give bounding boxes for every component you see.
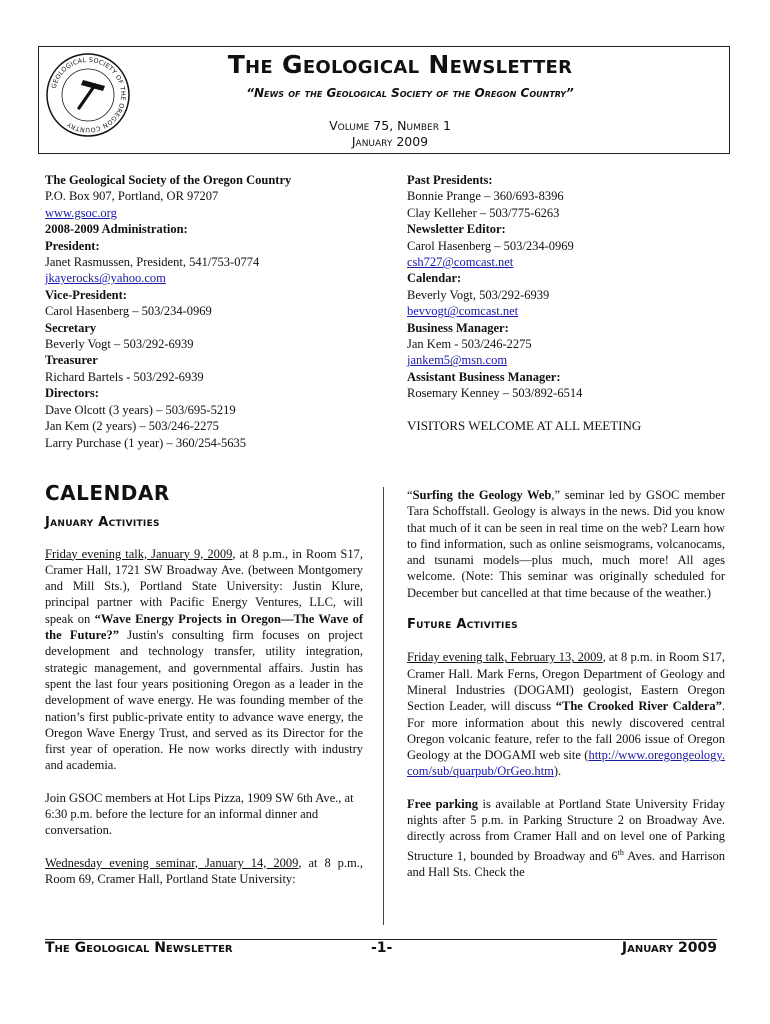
society-seal-logo: [45, 52, 131, 138]
newsletter-title: The Geological Newsletter: [227, 50, 573, 79]
past-president: Clay Kelleher – 503/775-6263: [407, 205, 560, 220]
director: Larry Purchase (1 year) – 360/254-5635: [45, 435, 246, 450]
footer-date: January 2009: [621, 940, 717, 956]
seminar-description: “Surfing the Geology Web,” seminar led by GSOC member Tara Schoffstall. Geology is always in the news. Did you know that much of it can be seen in real time on the web? Learn how to find information, such as online seismograms, volcanocams, and tsunami models—plus much, much more! All ages welcome. (Note: This seminar was originally scheduled for December but cancelled at that time because of the weather.): [407, 488, 726, 600]
society-website-link[interactable]: www.gsoc.org: [45, 205, 117, 220]
vp: Carol Hasenberg – 503/234-0969: [45, 304, 212, 319]
dinner-notice: Join GSOC members at Hot Lips Pizza, 1909 SW 6th Ave., at 6:30 p.m. before the lecture for an informal dinner and conversation.: [45, 790, 354, 838]
treasurer-label: Treasurer: [45, 353, 98, 368]
issue-info: [240, 118, 540, 150]
calendar-contact: Beverly Vogt, 503/292-6939: [407, 287, 550, 302]
secretary: Beverly Vogt – 503/292-6939: [45, 337, 194, 352]
calendar-email-link[interactable]: bevvogt@comcast.net: [407, 304, 519, 319]
editor: Carol Hasenberg – 503/234-0969: [407, 238, 574, 253]
contacts-info: [407, 172, 641, 434]
column-divider: [383, 487, 384, 925]
president-label: President:: [45, 238, 100, 253]
event-friday-talk: Friday evening talk, January 9, 2009, at 8 p.m., in Room S17, Cramer Hall, 1721 SW Broadway Ave. (between Montgomery and Mill Sts.), Portland State University: Justin Klure, principal partner with Pacific Energy Ventures, LLC, will speak on “Wave Energy Projects in Oregon—The Wave of the Future?” Justin's consulting firm focuses on project development and technology transfer, utility integration, strategic management, and governmental affairs. Justin has spent the last four years positioning Oregon as a leader in the development of wave energy. He was founding member of the nation’s first public-private entity to advance wave energy, the Oregon Wave Energy Trust, and served as its Director for the first year of operation. He now works directly with industry and academia.: [45, 546, 363, 773]
footer-title: The Geological Newsletter: [45, 940, 233, 956]
january-heading: January Activities: [45, 515, 160, 531]
seal-text: GEOLOGICAL SOCIETY OF THE OREGON COUNTRY: [50, 56, 127, 134]
secretary-label: Secretary: [45, 320, 97, 335]
assistant-manager: Rosemary Kenney – 503/892-6514: [407, 386, 583, 401]
calendar-label: Calendar:: [407, 271, 462, 286]
society-address: P.O. Box 907, Portland, OR 97207: [45, 189, 219, 204]
society-info: [45, 172, 291, 451]
president-email-link[interactable]: jkayerocks@yahoo.com: [45, 271, 166, 286]
calendar-heading: CALENDAR: [45, 481, 170, 505]
director: Dave Olcott (3 years) – 503/695-5219: [45, 402, 236, 417]
volume-number: Volume 75, Number 1: [329, 118, 451, 133]
editor-label: Newsletter Editor:: [407, 222, 506, 237]
treasurer: Richard Bartels - 503/292-6939: [45, 369, 204, 384]
dogami-link[interactable]: http://www.oregongeology.com/sub/quarpub/OrGeo.htm: [407, 748, 725, 779]
seminar-title: Surfing the Geology Web: [412, 488, 552, 502]
issue-date: January 2009: [351, 134, 429, 149]
event-february-talk: Friday evening talk, February 13, 2009, at 8 p.m. in Room S17, Cramer Hall. Mark Ferns, Oregon Department of Geology and Mineral Industries (DOGAMI) geologist, Eastern Oregon Section Leader, will discuss “The Crooked River Caldera”. For more information about this newly discovered central Oregon volcanic feature, refer to the fall 2006 issue of Oregon Geology at the DOGAMI web site (http://www.oregongeology.com/sub/quarpub/OrGeo.htm).: [407, 650, 725, 779]
page-footer: [45, 939, 717, 962]
right-column: [407, 487, 725, 896]
past-presidents-label: Past Presidents:: [407, 173, 493, 187]
assistant-label: Assistant Business Manager:: [407, 369, 561, 384]
business-label: Business Manager:: [407, 320, 509, 335]
event-date: Wednesday evening seminar, January 14, 2009: [45, 855, 299, 870]
editor-email-link[interactable]: csh727@comcast.net: [407, 255, 514, 270]
event-title: “Wave Energy Projects in Oregon—The Wave of the Future?”: [45, 611, 363, 643]
visitors-notice: VISITORS WELCOME AT ALL MEETING: [407, 417, 642, 433]
page-number: -1-: [371, 940, 393, 956]
left-column: [45, 481, 363, 903]
parking-notice: Free parking is available at Portland State University Friday nights after 5 p.m. in Parking Structure 2 on Broadway Ave. directly across from Cramer Hall and on level one of Parking Structure 1, bounded by Broadway and 6th Aves. and Harrison and Hall Sts. Check the: [407, 796, 725, 880]
future-heading: Future Activities: [407, 617, 518, 633]
business-manager: Jan Kem - 503/246-2275: [407, 337, 532, 352]
event-date: Friday evening talk, January 9, 2009: [45, 546, 233, 561]
event-date: Friday evening talk, February 13, 2009: [407, 650, 603, 665]
president: Janet Rasmussen, President, 541/753-0774: [45, 255, 260, 270]
past-president: Bonnie Prange – 360/693-8396: [407, 189, 564, 204]
parking-label: Free parking: [407, 796, 478, 811]
newsletter-subtitle: “News of the Geological Society of the Oregon Country”: [246, 86, 574, 100]
society-name: The Geological Society of the Oregon Country: [45, 173, 292, 187]
director: Jan Kem (2 years) – 503/246-2275: [45, 419, 219, 434]
directors-label: Directors:: [45, 386, 99, 401]
business-email-link[interactable]: jankem5@msn.com: [407, 353, 508, 368]
vp-label: Vice-President:: [45, 287, 127, 302]
event-wednesday-seminar: Wednesday evening seminar, January 14, 2009, at 8 p.m., Room 69, Cramer Hall, Portland State University:: [45, 855, 363, 886]
admin-heading: 2008-2009 Administration:: [45, 222, 188, 237]
event-title: “The Crooked River Caldera”: [555, 699, 722, 714]
